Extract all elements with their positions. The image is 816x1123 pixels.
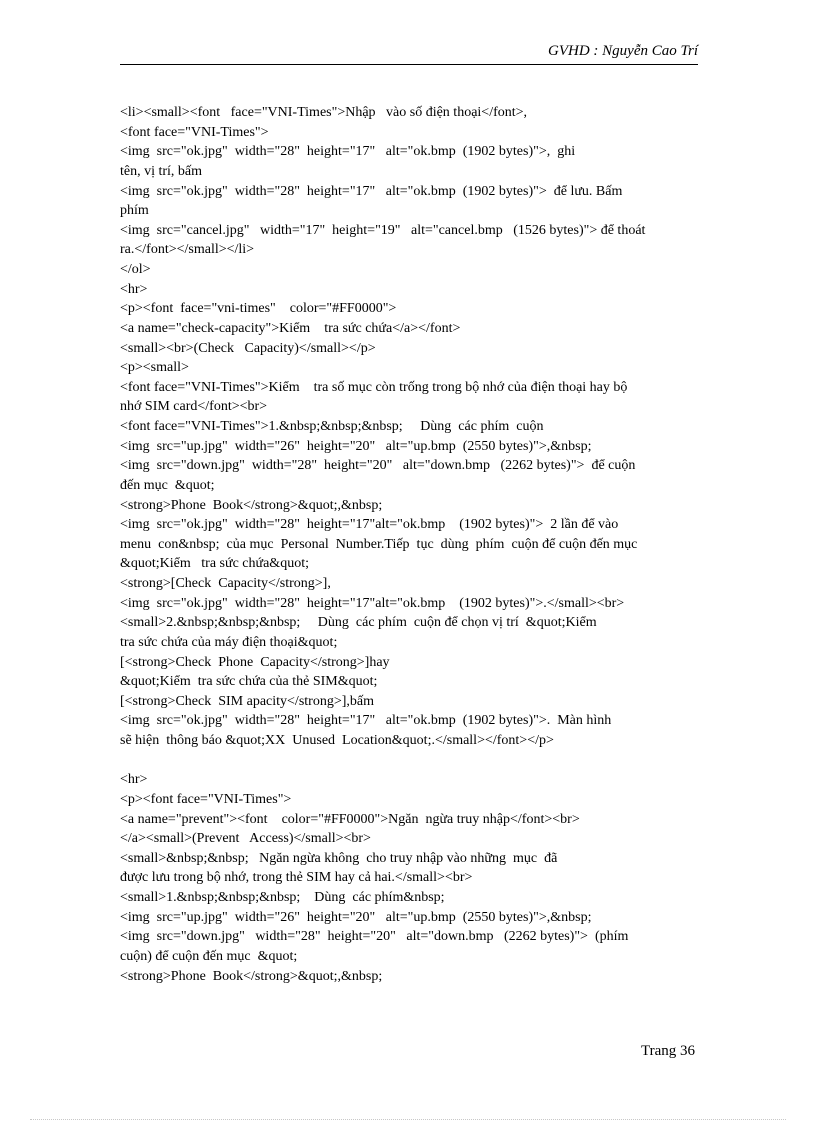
text-line: đến mục &quot; (120, 477, 215, 493)
text-line: </a><small>(Prevent Access)</small><br> (120, 831, 371, 847)
text-line: sẽ hiện thông báo &quot;XX Unused Location&quot;.</small></font></p> (120, 733, 554, 748)
text-line: &quot;Kiểm tra sức chứa&quot; (120, 556, 309, 572)
text-line: <img src="up.jpg" width="26" height="20" alt="up.bmp (2550 bytes)">,&nbsp; (120, 909, 592, 925)
text-line: phím (120, 203, 149, 219)
page-header (120, 42, 698, 65)
text-line: tên, vị trí, bấm (120, 163, 203, 179)
text-line (120, 751, 700, 771)
text-line: được lưu trong bộ nhớ, trong thẻ SIM hay cả hai.</small><br> (120, 870, 473, 886)
text-line: <hr> (120, 281, 148, 297)
header-supervisor-text: GVHD : Nguyễn Cao Trí (548, 43, 698, 59)
text-line: cuộn) để cuộn đến mục &quot; (120, 948, 298, 964)
body-text (120, 103, 700, 986)
text-line: <img src="ok.jpg" width="28" height="17" alt="ok.bmp (1902 bytes)"> để lưu. Bấm (120, 183, 623, 199)
text-line: nhớ SIM card</font><br> (120, 399, 268, 415)
text-line: <li><small><font face="VNI-Times">Nhập vào số điện thoại</font>, (120, 105, 528, 120)
text-line: <font face="VNI-Times">Kiểm tra số mục còn trống trong bộ nhớ của điện thoại hay bộ (120, 379, 628, 395)
text-line: <img src="ok.jpg" width="28" height="17"alt="ok.bmp (1902 bytes)">.</small><br> (120, 595, 625, 611)
text-line: <img src="ok.jpg" width="28" height="17" alt="ok.bmp (1902 bytes)">, ghi (120, 144, 576, 160)
text-line: <a name="prevent"><font color="#FF0000">Ngăn ngừa truy nhập</font><br> (120, 811, 580, 827)
text-line: <small>&nbsp;&nbsp; Ngăn ngừa không cho truy nhập vào những mục đã (120, 850, 558, 866)
text-line: <strong>Phone Book</strong>&quot;,&nbsp; (120, 497, 383, 513)
text-line: &quot;Kiểm tra sức chứa của thẻ SIM&quot; (120, 674, 378, 690)
text-line: <img src="up.jpg" width="26" height="20" alt="up.bmp (2550 bytes)">,&nbsp; (120, 438, 592, 454)
text-line: <a name="check-capacity">Kiểm tra sức chứa</a></font> (120, 320, 461, 336)
text-line: <p><font face="vni-times" color="#FF0000"> (120, 301, 397, 317)
page-number: Trang 36 (640, 1043, 695, 1059)
text-line: <img src="ok.jpg" width="28" height="17" alt="ok.bmp (1902 bytes)">. Màn hình (120, 713, 612, 729)
text-line: [<strong>Check Phone Capacity</strong>]hay (120, 654, 390, 670)
text-line: <font face="VNI-Times">1.&nbsp;&nbsp;&nbsp; Dùng các phím cuộn (120, 419, 544, 434)
text-line: <font face="VNI-Times"> (120, 124, 269, 140)
text-line: <strong>[Check Capacity</strong>], (120, 576, 331, 591)
page-bottom-border (30, 1119, 786, 1120)
text-line: <img src="ok.jpg" width="28" height="17"alt="ok.bmp (1902 bytes)"> 2 lần để vào (120, 517, 619, 533)
text-line: ra.</font></small></li> (120, 242, 255, 258)
text-line: <small>1.&nbsp;&nbsp;&nbsp; Dùng các phím&nbsp; (120, 890, 445, 905)
text-line: <strong>Phone Book</strong>&quot;,&nbsp; (120, 968, 383, 984)
text-line: <small>2.&nbsp;&nbsp;&nbsp; Dùng các phím cuộn để chọn vị trí &quot;Kiểm (120, 615, 597, 631)
text-line: <hr> (120, 772, 148, 788)
text-line: <img src="cancel.jpg" width="17" height="19" alt="cancel.bmp (1526 bytes)"> để thoát (120, 222, 646, 238)
text-line: <p><font face="VNI-Times"> (120, 791, 292, 807)
text-line: [<strong>Check SIM apacity</strong>],bấm (120, 693, 374, 709)
text-line: <img src="down.jpg" width="28" height="20" alt="down.bmp (2262 bytes)"> để cuộn (120, 458, 636, 474)
text-line: </ol> (120, 262, 151, 277)
text-line: menu con&nbsp; của mục Personal Number.Tiếp tục dùng phím cuộn để cuộn đến mục (120, 536, 638, 552)
text-line: <p><small> (120, 360, 189, 376)
text-line: <img src="down.jpg" width="28" height="20" alt="down.bmp (2262 bytes)"> (phím (120, 929, 629, 945)
text-line: tra sức chứa của máy điện thoại&quot; (120, 634, 338, 650)
text-line: <small><br>(Check Capacity)</small></p> (120, 340, 376, 356)
